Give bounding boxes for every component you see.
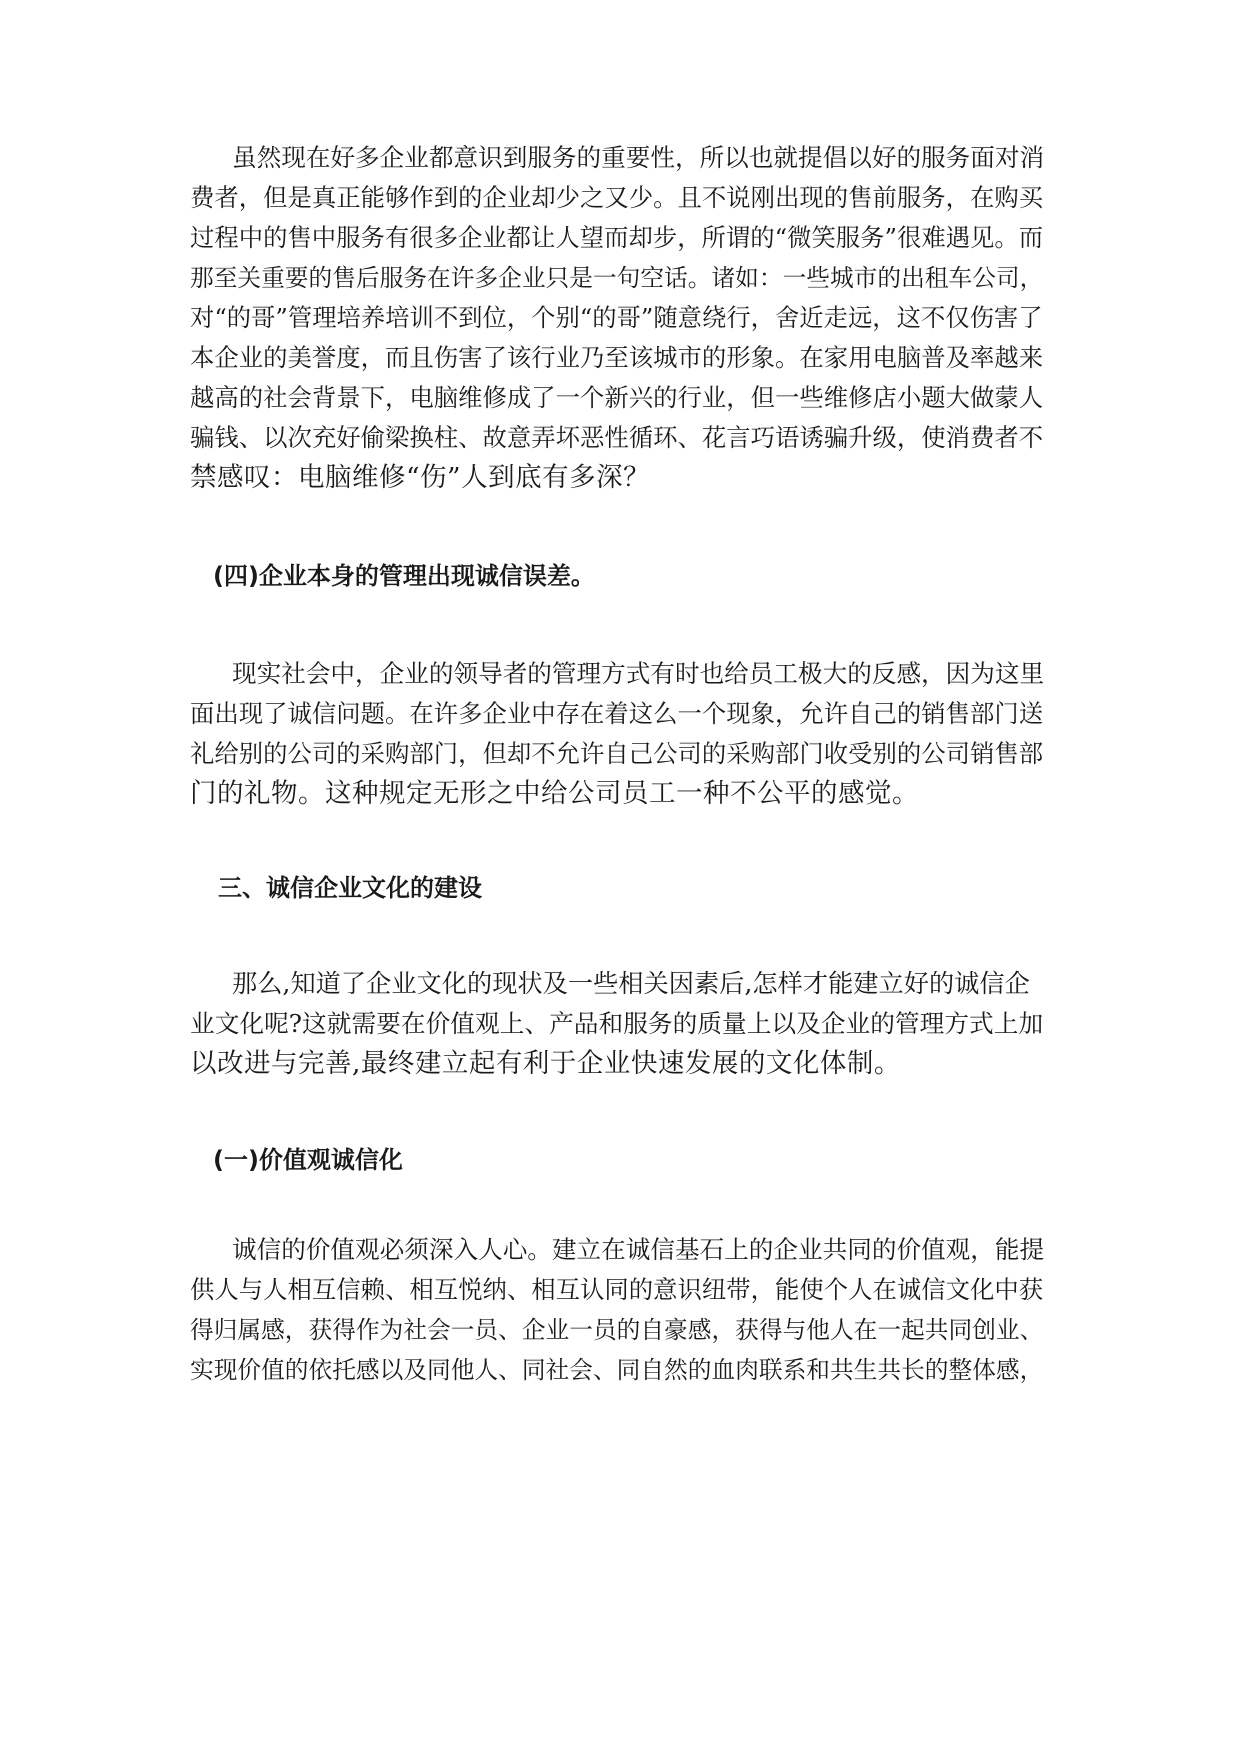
text-line: 诚信的价值观必须深入人心。建立在诚信基石上的企业共同的价值观，能提 xyxy=(232,1235,1045,1264)
text-line: 骗钱、以次充好偷梁换柱、故意弄坏恶性循环、花言巧语诱骗升级，使消费者不 xyxy=(190,423,1044,452)
text-line: 禁感叹：电脑维修“伤”人到底有多深？ xyxy=(190,462,651,493)
text-line: 业文化呢?这就需要在价值观上、产品和服务的质量上以及企业的管理方式上加 xyxy=(190,1009,1044,1038)
section-heading: 三、诚信企业文化的建设 xyxy=(218,874,482,902)
text-line: 越高的社会背景下，电脑维修成了一个新兴的行业，但一些维修店小题大做蒙人 xyxy=(190,383,1044,412)
section-heading: (一)价值观诚信化 xyxy=(213,1146,403,1174)
text-line: 现实社会中，企业的领导者的管理方式有时也给员工极大的反感，因为这里 xyxy=(232,659,1045,688)
text-line: 本企业的美誉度，而且伤害了该行业乃至该城市的形象。在家用电脑普及率越来 xyxy=(190,343,1044,372)
text-line: 对“的哥”管理培养培训不到位，个别“的哥”随意绕行，舍近走远，这不仅伤害了 xyxy=(190,303,1043,332)
text-line: 面出现了诚信问题。在许多企业中存在着这么一个现象，允许自己的销售部门送 xyxy=(190,699,1044,728)
text-line: 供人与人相互信赖、相互悦纳、相互认同的意识纽带，能使个人在诚信文化中获 xyxy=(190,1275,1044,1304)
text-line: 以改进与完善,最终建立起有利于企业快速发展的文化体制。 xyxy=(190,1048,901,1079)
text-line: 过程中的售中服务有很多企业都让人望而却步，所谓的“微笑服务”很难遇见。而 xyxy=(190,223,1044,252)
text-line: 礼给别的公司的采购部门，但却不允许自己公司的采购部门收受别的公司销售部 xyxy=(190,739,1044,768)
text-line: 门的礼物。这种规定无形之中给公司员工一种不公平的感觉。 xyxy=(190,778,919,809)
text-line: 那么,知道了企业文化的现状及一些相关因素后,怎样才能建立好的诚信企 xyxy=(232,969,1030,998)
text-line: 得归属感，获得作为社会一员、企业一员的自豪感，获得与他人在一起共同创业、 xyxy=(190,1316,1044,1344)
text-line: 虽然现在好多企业都意识到服务的重要性，所以也就提倡以好的服务面对消 xyxy=(232,143,1045,172)
text-line: 费者，但是真正能够作到的企业却少之又少。且不说刚出现的售前服务，在购买 xyxy=(190,183,1044,212)
section-heading: (四)企业本身的管理出现诚信误差。 xyxy=(213,562,595,590)
text-line: 实现价值的依托感以及同他人、同社会、同自然的血肉联系和共生共长的整体感， xyxy=(190,1356,1044,1384)
text-line: 那至关重要的售后服务在许多企业只是一句空话。诸如：一些城市的出租车公司， xyxy=(190,264,1044,292)
